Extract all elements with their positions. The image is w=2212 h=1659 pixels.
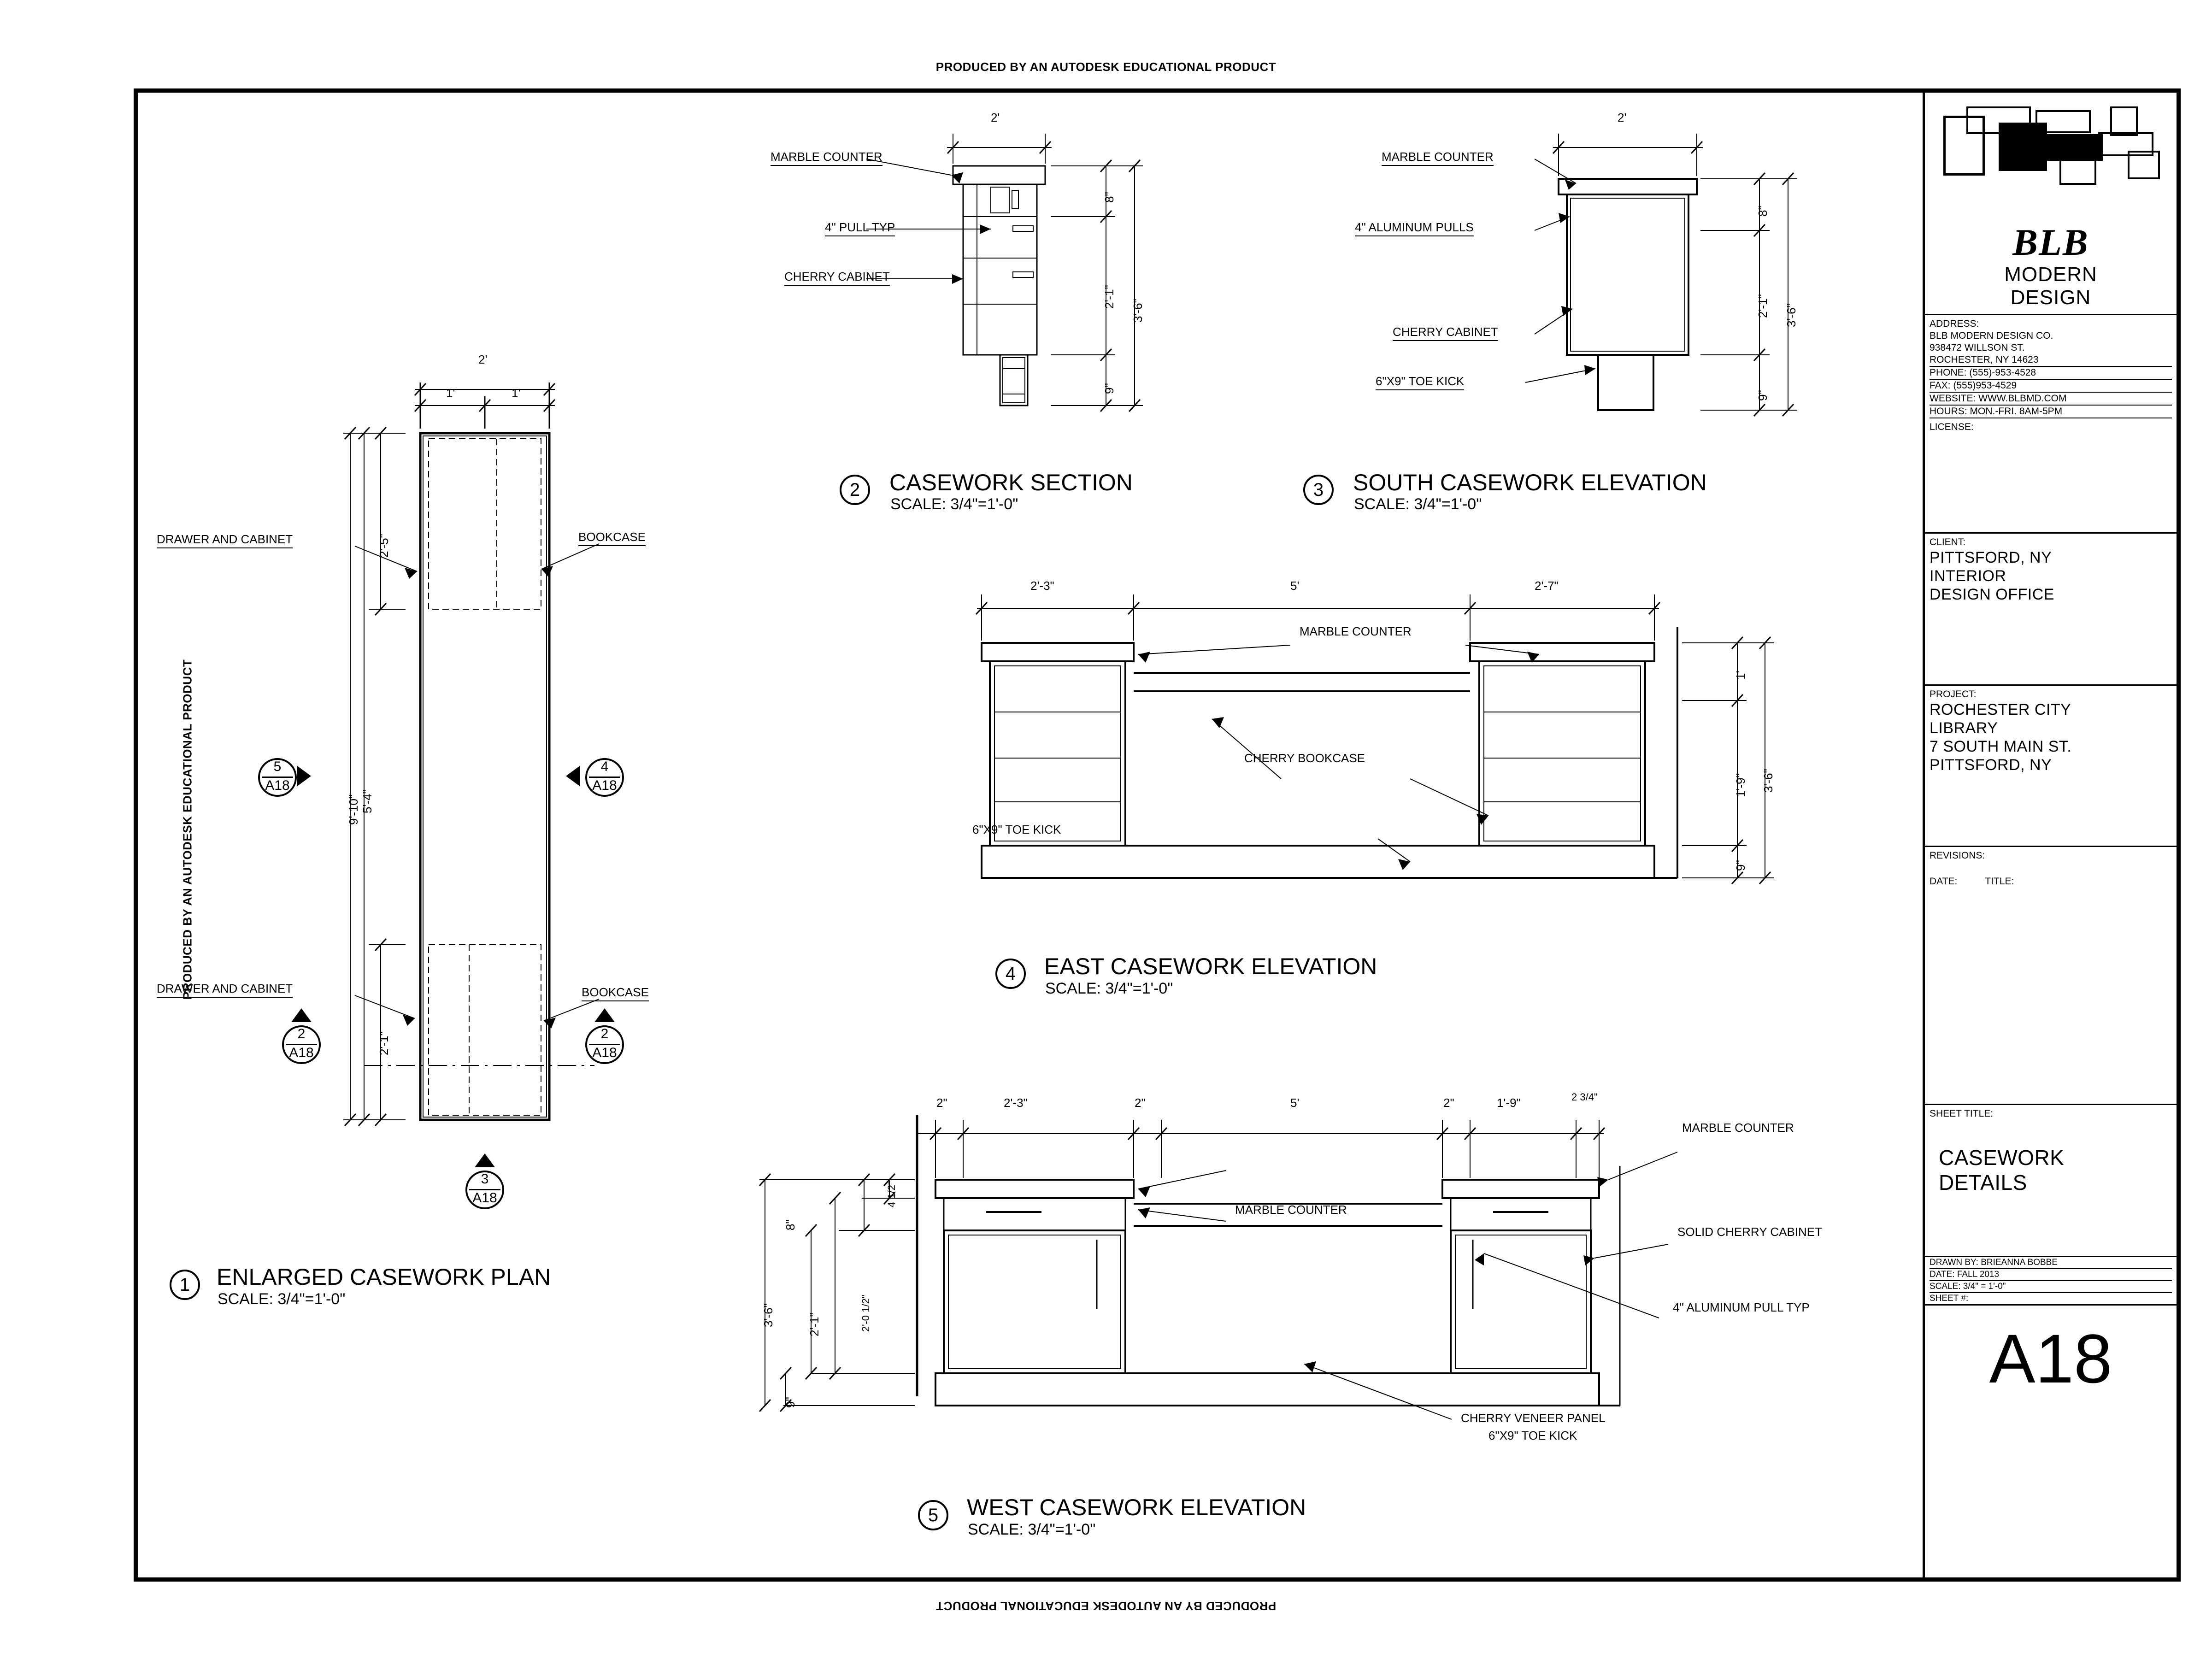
detail-bubble-4[interactable]: 4 bbox=[995, 959, 1026, 989]
detail-scale-2: SCALE: 3/4"=1'-0" bbox=[890, 495, 1018, 513]
project-line-1: ROCHESTER CITY bbox=[1930, 701, 2071, 718]
east-dim-1-9: 1'-9" bbox=[1734, 773, 1747, 797]
west-dim-1-9: 1'-9" bbox=[1497, 1096, 1521, 1110]
sheet-title-line-1: CASEWORK bbox=[1939, 1146, 2065, 1170]
fax-text: FAX: (555)953-4529 bbox=[1930, 379, 2172, 392]
west-dim-4-1-2: 4 1/2" bbox=[886, 1181, 897, 1207]
client-label: CLIENT: bbox=[1930, 537, 1966, 547]
detail-scale-3: SCALE: 3/4"=1'-0" bbox=[1354, 495, 1482, 513]
plan-dim-2-5: 2'-5" bbox=[377, 534, 391, 558]
plan-dim-5-4: 5'-4" bbox=[360, 789, 374, 813]
tag-top: 5 bbox=[273, 759, 282, 774]
section-note-marble-counter: MARBLE COUNTER bbox=[771, 150, 882, 166]
east-dim-1ft: 1' bbox=[1734, 671, 1747, 680]
plan-dim-9-10: 9'-10" bbox=[347, 794, 360, 825]
section-dim-2-1: 2'-1" bbox=[1102, 285, 1116, 309]
east-dim-9in: 9" bbox=[1734, 860, 1747, 871]
south-note-aluminum-pulls: 4" ALUMINUM PULLS bbox=[1355, 220, 1474, 236]
section-note-pull: 4" PULL TYP bbox=[825, 220, 895, 236]
east-note-marble-counter: MARBLE COUNTER bbox=[1300, 624, 1412, 638]
west-dim-9in: 9" bbox=[783, 1397, 797, 1408]
detail-bubble-5[interactable]: 5 bbox=[918, 1500, 948, 1530]
tag-top: 3 bbox=[481, 1171, 489, 1187]
project-label: PROJECT: bbox=[1930, 689, 1977, 700]
tag-top: 4 bbox=[600, 759, 609, 774]
tag-bottom: A18 bbox=[265, 778, 290, 793]
south-dim-8in: 8" bbox=[1756, 206, 1770, 217]
banner-bottom: PRODUCED BY AN AUTODESK EDUCATIONAL PRODUCT bbox=[935, 1599, 1277, 1613]
section-arrow-2-right bbox=[594, 1008, 615, 1022]
tag-bottom: A18 bbox=[289, 1045, 314, 1060]
east-note-cherry-bookcase: CHERRY BOOKCASE bbox=[1244, 751, 1365, 765]
west-note-toe-kick: 6"X9" TOE KICK bbox=[1488, 1429, 1577, 1442]
address-block bbox=[1925, 315, 2177, 366]
section-tag-4-a18[interactable] bbox=[585, 758, 624, 797]
south-note-marble-counter: MARBLE COUNTER bbox=[1382, 150, 1494, 166]
section-arrow-3 bbox=[475, 1153, 495, 1167]
tag-top: 2 bbox=[600, 1026, 609, 1041]
section-dim-3-6: 3'-6" bbox=[1131, 299, 1145, 323]
address-line-1: BLB MODERN DESIGN CO. bbox=[1930, 330, 2053, 341]
detail-bubble-3[interactable]: 3 bbox=[1303, 475, 1334, 505]
plan-dim-2-1: 2'-1" bbox=[377, 1031, 391, 1055]
stamp-block bbox=[1925, 1257, 2177, 1306]
plan-dim-1ft-b: 1' bbox=[512, 386, 521, 400]
west-dim-2-1: 2'-1" bbox=[807, 1312, 821, 1336]
section-arrow-4 bbox=[566, 766, 580, 786]
client-block bbox=[1925, 534, 2177, 686]
section-note-cherry-cabinet: CHERRY CABINET bbox=[784, 270, 890, 286]
west-note-aluminum-pull: 4" ALUMINUM PULL TYP bbox=[1673, 1300, 1810, 1314]
west-dim-3-6: 3'-6" bbox=[761, 1303, 775, 1327]
banner-top: PRODUCED BY AN AUTODESK EDUCATIONAL PRODUCT bbox=[935, 60, 1277, 74]
date-text: DATE: FALL 2013 bbox=[1930, 1269, 2172, 1281]
west-dim-2in-a: 2" bbox=[936, 1096, 947, 1110]
detail-title-3: SOUTH CASEWORK ELEVATION bbox=[1353, 470, 1707, 495]
website-text[interactable]: WEBSITE: WWW.BLBMD.COM bbox=[1930, 392, 2172, 405]
phone-text: PHONE: (555)-953-4528 bbox=[1930, 366, 2172, 379]
license-block bbox=[1925, 418, 2177, 534]
address-label: ADDRESS: bbox=[1930, 318, 1979, 329]
phone-row bbox=[1925, 366, 2177, 418]
sheet-title-line-2: DETAILS bbox=[1939, 1171, 2027, 1194]
client-line-3: DESIGN OFFICE bbox=[1930, 586, 2054, 603]
section-tag-2-a18-right[interactable] bbox=[585, 1025, 624, 1064]
section-dim-9in: 9" bbox=[1102, 383, 1116, 394]
section-dim-2ft: 2' bbox=[991, 111, 1000, 124]
project-line-2: LIBRARY bbox=[1930, 719, 1998, 737]
plan-note-drawer-cabinet-bottom: DRAWER AND CABINET bbox=[157, 982, 293, 998]
client-line-1: PITTSFORD, NY bbox=[1930, 549, 2052, 566]
revision-date-label: DATE: bbox=[1930, 876, 1958, 887]
detail-scale-1: SCALE: 3/4"=1'-0" bbox=[218, 1290, 346, 1308]
detail-bubble-2[interactable]: 2 bbox=[840, 475, 870, 505]
sheet-hash-text: SHEET #: bbox=[1930, 1294, 1969, 1303]
west-dim-5ft: 5' bbox=[1290, 1096, 1300, 1110]
south-dim-2-1: 2'-1" bbox=[1756, 294, 1770, 318]
detail-title-2: CASEWORK SECTION bbox=[889, 470, 1133, 495]
west-dim-2-0-1-2: 2'-0 1/2" bbox=[860, 1294, 871, 1332]
tag-bottom: A18 bbox=[592, 1045, 617, 1060]
plan-note-bookcase-bottom: BOOKCASE bbox=[582, 985, 649, 1001]
east-dim-5ft: 5' bbox=[1290, 579, 1300, 593]
west-note-cherry-veneer-panel: CHERRY VENEER PANEL bbox=[1461, 1411, 1606, 1425]
brand-logo-icon bbox=[1939, 106, 2169, 222]
west-note-marble-counter-1: MARBLE COUNTER bbox=[1682, 1121, 1794, 1135]
project-block bbox=[1925, 686, 2177, 847]
section-tag-3-a18[interactable] bbox=[465, 1171, 504, 1209]
project-line-4: PITTSFORD, NY bbox=[1930, 756, 2052, 774]
detail-scale-5: SCALE: 3/4"=1'-0" bbox=[968, 1521, 1096, 1538]
detail-bubble-1[interactable]: 1 bbox=[170, 1270, 200, 1300]
west-dim-2-3: 2'-3" bbox=[1004, 1096, 1028, 1110]
hours-text: HOURS: MON.-FRI. 8AM-5PM bbox=[1930, 405, 2172, 418]
south-note-toe-kick: 6"X9" TOE KICK bbox=[1376, 374, 1464, 390]
east-note-toe-kick: 6"X9" TOE KICK bbox=[972, 823, 1061, 836]
east-dim-2-7: 2'-7" bbox=[1535, 579, 1559, 593]
west-dim-2in-b: 2" bbox=[1135, 1096, 1146, 1110]
sheet-title-label: SHEET TITLE: bbox=[1930, 1108, 1994, 1119]
address-line-3: ROCHESTER, NY 14623 bbox=[1930, 354, 2039, 365]
west-dim-2in-c: 2" bbox=[1443, 1096, 1454, 1110]
logo-block bbox=[1925, 93, 2177, 315]
tag-top: 2 bbox=[297, 1026, 306, 1041]
revisions-label: REVISIONS: bbox=[1930, 850, 1985, 861]
drawn-by-text: DRAWN BY: BRIEANNA BOBBE bbox=[1930, 1257, 2172, 1269]
logo-text-design: DESIGN bbox=[2010, 286, 2091, 309]
detail-title-4: EAST CASEWORK ELEVATION bbox=[1044, 953, 1377, 979]
west-note-marble-counter-2: MARBLE COUNTER bbox=[1235, 1203, 1347, 1217]
section-arrow-5 bbox=[297, 766, 311, 786]
plan-note-drawer-cabinet-top: DRAWER AND CABINET bbox=[157, 532, 293, 548]
sheet-title-block bbox=[1925, 1105, 2177, 1257]
section-tag-5-a18[interactable] bbox=[258, 758, 297, 797]
detail-title-5: WEST CASEWORK ELEVATION bbox=[967, 1494, 1306, 1520]
tag-bottom: A18 bbox=[472, 1190, 497, 1206]
revisions-block bbox=[1925, 847, 2177, 1105]
section-arrow-2-left bbox=[291, 1008, 312, 1022]
west-note-solid-cherry-cabinet: SOLID CHERRY CABINET bbox=[1677, 1225, 1823, 1239]
detail-scale-4: SCALE: 3/4"=1'-0" bbox=[1045, 980, 1173, 997]
plan-note-bookcase-top: BOOKCASE bbox=[578, 530, 646, 546]
license-label: LICENSE: bbox=[1930, 422, 1974, 432]
project-line-3: 7 SOUTH MAIN ST. bbox=[1930, 738, 2072, 755]
west-dim-2-3-4: 2 3/4" bbox=[1571, 1091, 1598, 1103]
south-dim-3-6: 3'-6" bbox=[1784, 303, 1798, 327]
section-tag-2-a18-left[interactable] bbox=[282, 1025, 321, 1064]
south-dim-9in: 9" bbox=[1756, 390, 1770, 401]
tag-bottom: A18 bbox=[592, 778, 617, 793]
sheet-number: A18 bbox=[1989, 1320, 2112, 1397]
east-dim-2-3: 2'-3" bbox=[1030, 579, 1054, 593]
scale-text: SCALE: 3/4" = 1'-0" bbox=[1930, 1281, 2172, 1293]
south-note-cherry-cabinet: CHERRY CABINET bbox=[1393, 325, 1498, 341]
banner-left: PRODUCED BY AN AUTODESK EDUCATIONAL PRODUCT bbox=[180, 659, 194, 1000]
logo-text-blb: BLB bbox=[2012, 221, 2089, 263]
title-block bbox=[1923, 88, 2181, 1582]
plan-dim-1ft-a: 1' bbox=[446, 386, 455, 400]
client-line-2: INTERIOR bbox=[1930, 567, 2006, 585]
south-dim-2ft: 2' bbox=[1618, 111, 1627, 124]
revision-title-label: TITLE: bbox=[1985, 876, 2014, 887]
east-dim-3-6: 3'-6" bbox=[1761, 769, 1775, 793]
plan-dim-2ft: 2' bbox=[478, 353, 488, 366]
address-line-2: 938472 WILLSON ST. bbox=[1930, 342, 2025, 353]
west-dim-8in: 8" bbox=[783, 1219, 797, 1230]
logo-text-modern: MODERN bbox=[2004, 263, 2097, 286]
detail-title-1: ENLARGED CASEWORK PLAN bbox=[217, 1264, 551, 1290]
section-dim-8in: 8" bbox=[1102, 192, 1116, 203]
